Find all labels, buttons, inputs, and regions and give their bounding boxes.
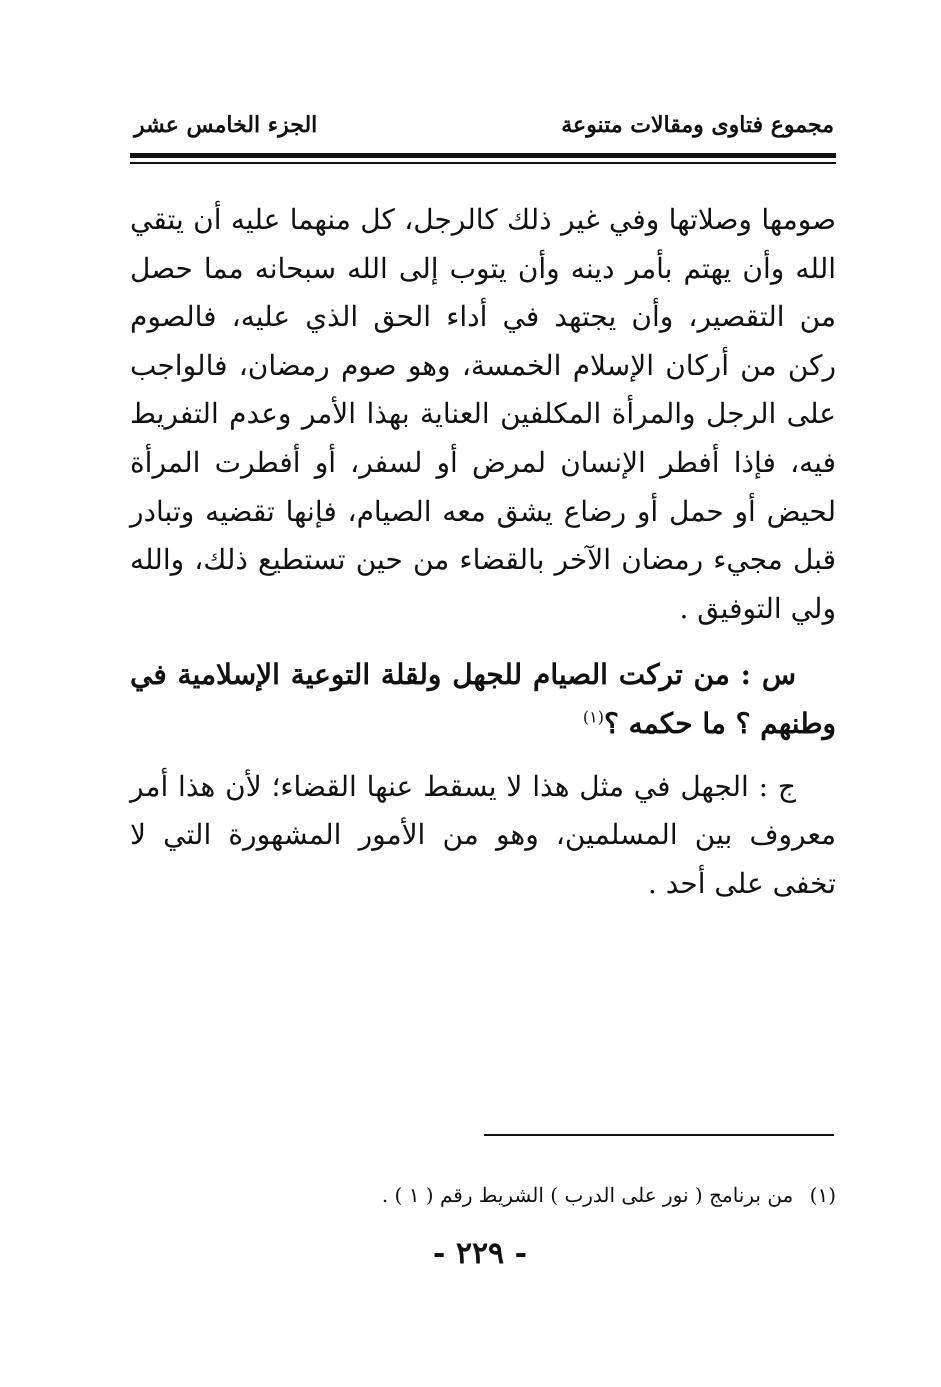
footnote-number: (١): [809, 1183, 836, 1207]
header-rule-thick: [130, 153, 836, 158]
body-paragraph: صومها وصلاتها وفي غير ذلك كالرجل، كل منهما عليه أن يتقي الله وأن يهتم بأمر دينه وأن يتوب إلى الله سبحانه مما حصل من التقصير، وأن يجتهد في أداء الحق الذي عليه، فالصوم ركن من أركان الإسلام الخمسة، وهو صوم رمضان، فالواجب على الرجل والمرأة المكلفين العناية بهذا الأمر وعدم التفريط فيه، فإذا أفطر الإنسان لمرض أو لسفر، أو أفطرت المرأة لحيض أو حمل أو رضاع يشق معه الصيام، فإنها تقضيه وتبادر قبل مجيء رمضان الآخر بالقضاء من حين تستطيع ذلك، والله ولي التوفيق .: [130, 203, 836, 625]
footnote-text: من برنامج ( نور على الدرب ) الشريط رقم ( ١ ) .: [381, 1183, 794, 1207]
footnote-separator: [484, 1134, 834, 1136]
volume-label: الجزء الخامس عشر: [134, 112, 318, 138]
question-text: س : من تركت الصيام للجهل ولقلة التوعية الإسلامية في وطنهم ؟ ما حكمه ؟: [130, 658, 836, 740]
answer-paragraph: ج : الجهل في مثل هذا لا يسقط عنها القضاء؛ لأن هذا أمر معروف بين المسلمين، وهو من الأمور المشهورة التي لا تخفى على أحد .: [130, 769, 836, 900]
running-header: [134, 112, 834, 152]
footnote: [130, 1180, 836, 1210]
main-text: [130, 196, 836, 908]
question-paragraph: [130, 651, 836, 748]
footnote-reference: (١): [582, 707, 604, 727]
book-title: مجموع فتاوى ومقالات متنوعة: [561, 112, 834, 138]
header-rule-thin: [130, 162, 836, 164]
page-number: - ٢٢٩ -: [432, 1236, 528, 1271]
